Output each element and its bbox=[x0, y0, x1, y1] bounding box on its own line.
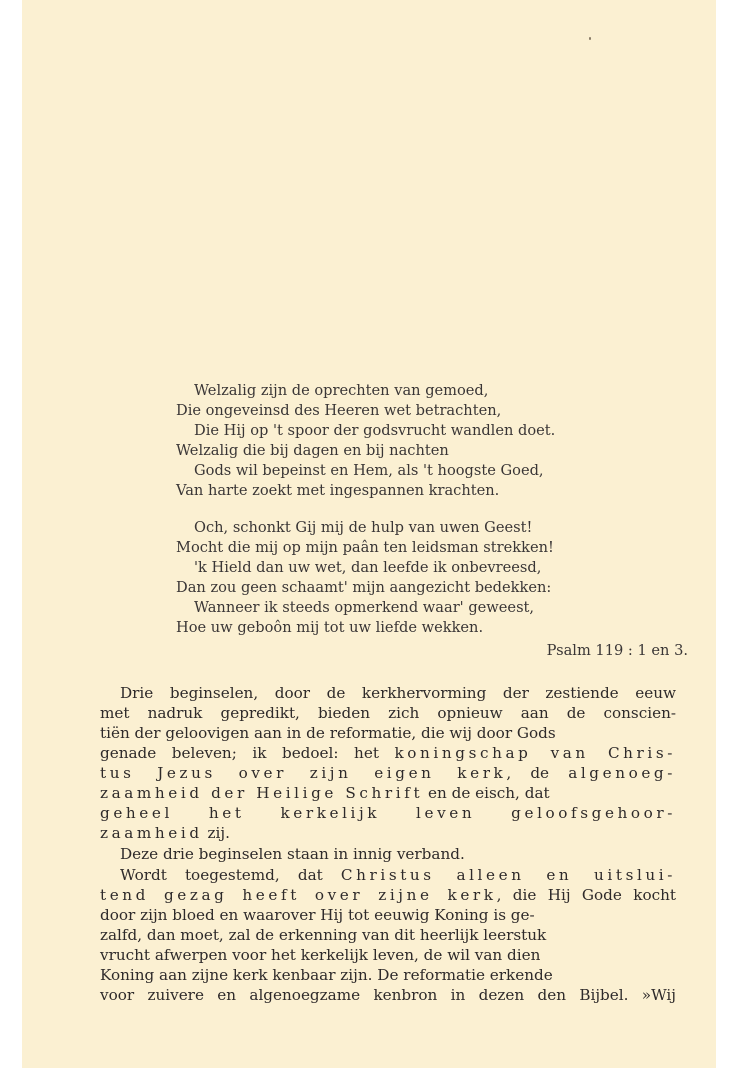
poem-line: Die Hij op 't spoor der godsvrucht wandlen doet. bbox=[194, 422, 556, 439]
text-line: zalfd, dan moet, zal de erkenning van dit heerlijk leerstuk bbox=[100, 926, 547, 944]
page-speck bbox=[589, 37, 591, 40]
poem-line: Och, schonkt Gij mij de hulp van uwen Geest! bbox=[194, 519, 533, 536]
book-page bbox=[22, 0, 716, 1068]
text-line: geheel het kerkelijk leven geloofsgehoor- bbox=[100, 804, 676, 822]
poem-line: Mocht die mij op mijn paân ten leidsman strekken! bbox=[176, 539, 554, 556]
text-line: met nadruk gepredikt, bieden zich opnieuw aan de conscien- bbox=[100, 704, 676, 722]
text-line bbox=[120, 865, 676, 885]
poem-line: Hoe uw geboôn mij tot uw liefde wekken. bbox=[176, 619, 484, 636]
spaced-emphasis: zaamheid bbox=[100, 824, 203, 842]
text-line: tiën der geloovigen aan in de reformatie, die wij door Gods bbox=[100, 724, 556, 742]
spaced-emphasis: tus Jezus over zijn eigen kerk bbox=[100, 764, 507, 782]
text-line: Drie beginselen, door de kerkhervorming der zestiende eeuw bbox=[120, 684, 676, 702]
spaced-emphasis: Christus alleen en uitslui- bbox=[340, 866, 676, 884]
text-line: vrucht afwerpen voor het kerkelijk leven, de wil van dien bbox=[100, 946, 541, 964]
poem-line: Gods wil bepeinst en Hem, als 't hoogste Goed, bbox=[194, 462, 544, 479]
text-line bbox=[100, 823, 230, 843]
poem-attribution: Psalm 119 : 1 en 3. bbox=[546, 642, 688, 659]
poem-line: Wanneer ik steeds opmerkend waar' geweest, bbox=[194, 599, 535, 616]
text-line: Deze drie beginselen staan in innig verband. bbox=[120, 845, 465, 863]
text-run: Wordt toegestemd, dat bbox=[120, 866, 341, 884]
poem-line: Dan zou geen schaamt' mijn aangezicht bedekken: bbox=[176, 579, 552, 596]
text-run: , de bbox=[506, 764, 569, 782]
text-line bbox=[100, 783, 550, 803]
poem-line: Welzalig die bij dagen en bij nachten bbox=[176, 442, 449, 459]
spaced-emphasis: algenoeg- bbox=[568, 764, 676, 782]
text-run: , die Hij Gode kocht bbox=[496, 886, 676, 904]
spaced-emphasis: koningschap van Chris- bbox=[394, 744, 676, 762]
spaced-emphasis: zaamheid der Heilige Schrift bbox=[100, 784, 424, 802]
poem-line: Van harte zoekt met ingespannen krachten. bbox=[176, 482, 500, 499]
text-line bbox=[100, 743, 676, 763]
text-line bbox=[100, 763, 676, 783]
text-line: voor zuivere en algenoegzame kenbron in dezen den Bijbel. »Wij bbox=[100, 986, 676, 1004]
text-line: door zijn bloed en waarover Hij tot eeuwig Koning is ge- bbox=[100, 906, 535, 924]
poem-line: Welzalig zijn de oprechten van gemoed, bbox=[194, 382, 489, 399]
text-line bbox=[100, 885, 676, 905]
text-run: genade beleven; ik bedoel: het bbox=[100, 744, 395, 762]
text-line: Koning aan zijne kerk kenbaar zijn. De reformatie erkende bbox=[100, 966, 553, 984]
spaced-emphasis: tend gezag heeft over zijne kerk bbox=[100, 886, 497, 904]
text-run: zij. bbox=[202, 824, 230, 842]
text-run: en de eisch, dat bbox=[423, 784, 550, 802]
poem-line: Die ongeveinsd des Heeren wet betrachten, bbox=[176, 402, 502, 419]
poem-line: 'k Hield dan uw wet, dan leefde ik onbevreesd, bbox=[194, 559, 542, 576]
